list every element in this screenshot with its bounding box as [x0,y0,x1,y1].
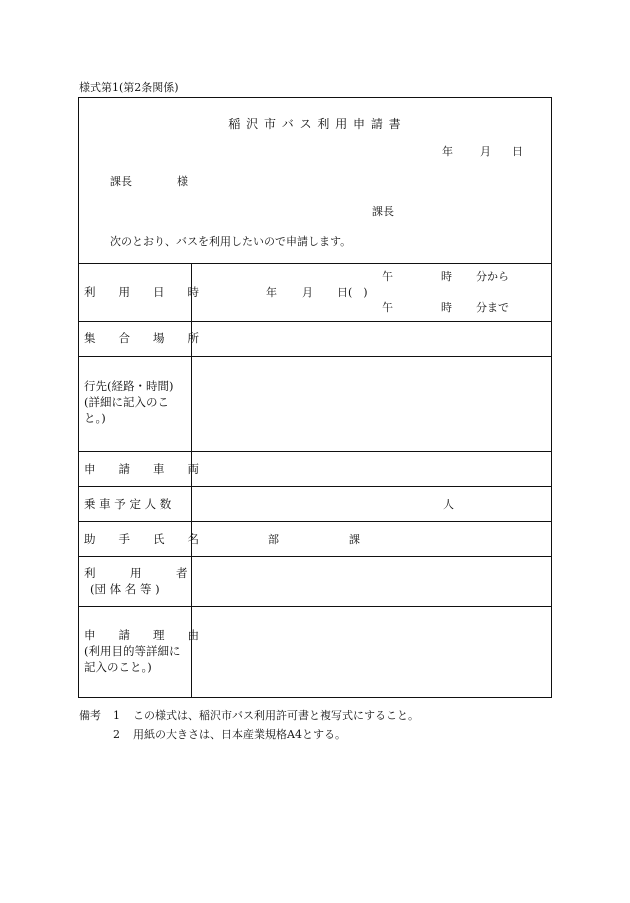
destination-label-line3: と。) [84,411,106,425]
addressee-section-label: 課長 [110,175,132,188]
row-divider [78,263,552,264]
assistant-label: 助 手 氏 名 [84,532,199,546]
start-hour[interactable]: 時 [441,270,452,283]
passengers-label: 乗 車 予 定 人 数 [84,497,172,511]
datetime-day-weekday[interactable]: 日( ) [337,286,368,299]
end-hour[interactable]: 時 [441,301,452,314]
datetime-year[interactable]: 年 [266,286,277,299]
remark-1-number: 1 [113,709,120,722]
user-label-line2: (団 体 名 等 ) [90,582,160,596]
datetime-month[interactable]: 月 [302,286,313,299]
start-minute[interactable]: 分から [476,270,509,283]
row-divider [78,451,552,452]
datetime-label: 利 用 日 時 [84,285,199,299]
meeting-place-label: 集 合 場 所 [84,331,199,345]
reason-label-line2: (利用目的等詳細に [84,644,181,658]
applicant-section-label: 課長 [372,205,394,218]
assistant-department: 部 [268,533,279,546]
passengers-unit: 人 [443,498,454,511]
start-ampm[interactable]: 午 [382,270,393,283]
destination-label-line1: 行先(経路・時間) [84,379,174,393]
remark-2-text: 用紙の大きさは、日本産業規格A4とする。 [133,728,346,741]
date-day-label: 日 [512,145,523,158]
row-divider [78,486,552,487]
form-number-label: 様式第1(第2条関係) [79,81,179,94]
reason-label-line1: 申 請 理 由 [84,628,199,642]
vehicle-label: 申 請 車 両 [84,462,199,476]
row-divider [78,556,552,557]
date-year-label: 年 [442,145,453,158]
remark-2-number: 2 [113,728,120,741]
assistant-section: 課 [349,533,360,546]
date-month-label: 月 [480,145,491,158]
remark-1-text: この様式は、稲沢市バス利用許可書と複写式にすること。 [133,709,419,722]
row-divider [78,356,552,357]
row-divider [78,521,552,522]
end-ampm[interactable]: 午 [382,301,393,314]
end-minute[interactable]: 分まで [476,301,509,314]
form-title: 稲 沢 市 バ ス 利 用 申 請 書 [228,117,402,131]
row-divider [78,606,552,607]
intro-sentence: 次のとおり、バスを利用したいので申請します。 [110,235,352,248]
row-divider [78,321,552,322]
user-label-line1: 利 用 者 [84,566,188,580]
reason-label-line3: 記入のこと。) [84,660,152,674]
destination-label-line2: (詳細に記入のこ [84,395,169,409]
remarks-heading: 備考 [79,709,101,722]
addressee-honorific: 様 [177,175,188,188]
